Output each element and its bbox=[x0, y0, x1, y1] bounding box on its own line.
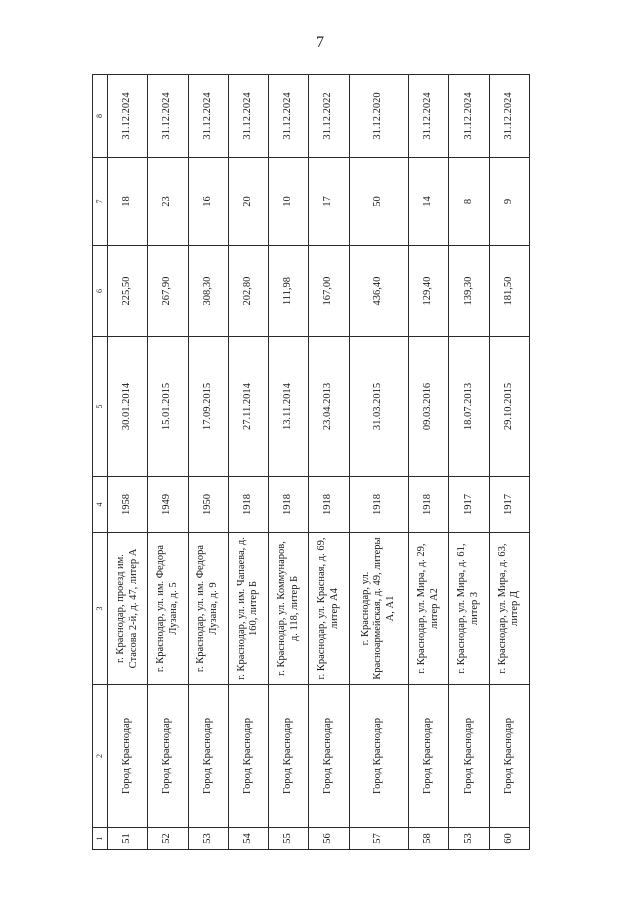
table-row bbox=[349, 75, 409, 850]
housing-registry-table bbox=[92, 74, 530, 850]
municipality-cell: Город Краснодар bbox=[409, 685, 449, 828]
table-row bbox=[269, 75, 309, 850]
address-cell: г. Краснодар, ул. им. Федора Лузана, д. 9 bbox=[188, 533, 228, 685]
date-cell: 30.01.2014 bbox=[108, 337, 148, 477]
address-cell: г. Краснодар, ул. Коммунаров, д. 118, литер Б bbox=[269, 533, 309, 685]
page-number: 7 bbox=[316, 34, 324, 51]
municipality-cell: Город Краснодар bbox=[228, 685, 268, 828]
municipality-cell: Город Краснодар bbox=[449, 685, 489, 828]
year-cell: 1918 bbox=[269, 477, 309, 533]
date-cell: 27.11.2014 bbox=[228, 337, 268, 477]
column-number: 7 bbox=[93, 158, 108, 246]
deadline-cell: 31.12.2024 bbox=[449, 75, 489, 158]
address-cell: г. Краснодар, ул. им. Чапаева, д. 160, литер Б bbox=[228, 533, 268, 685]
residents-cell: 20 bbox=[228, 158, 268, 246]
area-cell: 267,90 bbox=[148, 246, 188, 337]
address-cell: г. Краснодар, ул. им. Федора Лузана, д. 5 bbox=[148, 533, 188, 685]
deadline-cell: 31.12.2020 bbox=[349, 75, 409, 158]
area-cell: 129,40 bbox=[409, 246, 449, 337]
date-cell: 13.11.2014 bbox=[269, 337, 309, 477]
table-row bbox=[449, 75, 489, 850]
year-cell: 1918 bbox=[409, 477, 449, 533]
deadline-cell: 31.12.2024 bbox=[188, 75, 228, 158]
municipality-cell: Город Краснодар bbox=[188, 685, 228, 828]
municipality-cell: Город Краснодар bbox=[309, 685, 349, 828]
table-row bbox=[148, 75, 188, 850]
residents-cell: 16 bbox=[188, 158, 228, 246]
address-cell: г. Краснодар, ул. Мира, д. 61, литер З bbox=[449, 533, 489, 685]
municipality-cell: Город Краснодар bbox=[108, 685, 148, 828]
column-number: 1 bbox=[93, 828, 108, 850]
row-number: 55 bbox=[269, 828, 309, 850]
municipality-cell: Город Краснодар bbox=[269, 685, 309, 828]
municipality-cell: Город Краснодар bbox=[148, 685, 188, 828]
row-number: 60 bbox=[489, 828, 529, 850]
area-cell: 308,30 bbox=[188, 246, 228, 337]
year-cell: 1918 bbox=[228, 477, 268, 533]
year-cell: 1917 bbox=[449, 477, 489, 533]
row-number: 53 bbox=[188, 828, 228, 850]
residents-cell: 50 bbox=[349, 158, 409, 246]
deadline-cell: 31.12.2024 bbox=[409, 75, 449, 158]
residents-cell: 18 bbox=[108, 158, 148, 246]
date-cell: 15.01.2015 bbox=[148, 337, 188, 477]
row-number: 51 bbox=[108, 828, 148, 850]
rotated-table-wrapper bbox=[92, 75, 530, 850]
address-cell: г. Краснодар, ул. Мира, д. 63, литер Д bbox=[489, 533, 529, 685]
year-cell: 1918 bbox=[349, 477, 409, 533]
deadline-cell: 31.12.2024 bbox=[269, 75, 309, 158]
column-number: 2 bbox=[93, 685, 108, 828]
column-number: 8 bbox=[93, 75, 108, 158]
deadline-cell: 31.12.2024 bbox=[108, 75, 148, 158]
address-cell: г. Краснодар, ул. Красноармейская, д. 49, литеры А, А1 bbox=[349, 533, 409, 685]
year-cell: 1950 bbox=[188, 477, 228, 533]
area-cell: 181,50 bbox=[489, 246, 529, 337]
row-number: 58 bbox=[409, 828, 449, 850]
row-number: 57 bbox=[349, 828, 409, 850]
date-cell: 17.09.2015 bbox=[188, 337, 228, 477]
municipality-cell: Город Краснодар bbox=[349, 685, 409, 828]
table-row bbox=[228, 75, 268, 850]
area-cell: 139,30 bbox=[449, 246, 489, 337]
deadline-cell: 31.12.2024 bbox=[148, 75, 188, 158]
year-cell: 1949 bbox=[148, 477, 188, 533]
table-row bbox=[188, 75, 228, 850]
deadline-cell: 31.12.2024 bbox=[228, 75, 268, 158]
residents-cell: 14 bbox=[409, 158, 449, 246]
municipality-cell: Город Краснодар bbox=[489, 685, 529, 828]
date-cell: 31.03.2015 bbox=[349, 337, 409, 477]
date-cell: 23.04.2013 bbox=[309, 337, 349, 477]
address-cell: г. Краснодар, ул. Красная, д. 69, литер А4 bbox=[309, 533, 349, 685]
column-number: 4 bbox=[93, 477, 108, 533]
deadline-cell: 31.12.2022 bbox=[309, 75, 349, 158]
area-cell: 167,00 bbox=[309, 246, 349, 337]
table-row bbox=[108, 75, 148, 850]
table-row bbox=[309, 75, 349, 850]
area-cell: 111,98 bbox=[269, 246, 309, 337]
area-cell: 225,50 bbox=[108, 246, 148, 337]
column-number: 5 bbox=[93, 337, 108, 477]
date-cell: 18.07.2013 bbox=[449, 337, 489, 477]
year-cell: 1917 bbox=[489, 477, 529, 533]
residents-cell: 9 bbox=[489, 158, 529, 246]
row-number: 54 bbox=[228, 828, 268, 850]
residents-cell: 23 bbox=[148, 158, 188, 246]
column-number: 6 bbox=[93, 246, 108, 337]
area-cell: 202,80 bbox=[228, 246, 268, 337]
date-cell: 29.10.2015 bbox=[489, 337, 529, 477]
residents-cell: 8 bbox=[449, 158, 489, 246]
deadline-cell: 31.12.2024 bbox=[489, 75, 529, 158]
table-row bbox=[409, 75, 449, 850]
row-number: 52 bbox=[148, 828, 188, 850]
year-cell: 1958 bbox=[108, 477, 148, 533]
address-cell: г. Краснодар, проезд им. Стасова 2-й, д. 47, литер А bbox=[108, 533, 148, 685]
table-row bbox=[489, 75, 529, 850]
area-cell: 436,40 bbox=[349, 246, 409, 337]
row-number: 56 bbox=[309, 828, 349, 850]
date-cell: 09.03.2016 bbox=[409, 337, 449, 477]
residents-cell: 17 bbox=[309, 158, 349, 246]
address-cell: г. Краснодар, ул. Мира, д. 29, литер А2 bbox=[409, 533, 449, 685]
row-number: 53 bbox=[449, 828, 489, 850]
residents-cell: 10 bbox=[269, 158, 309, 246]
column-number: 3 bbox=[93, 533, 108, 685]
column-number-row bbox=[93, 75, 108, 850]
year-cell: 1918 bbox=[309, 477, 349, 533]
